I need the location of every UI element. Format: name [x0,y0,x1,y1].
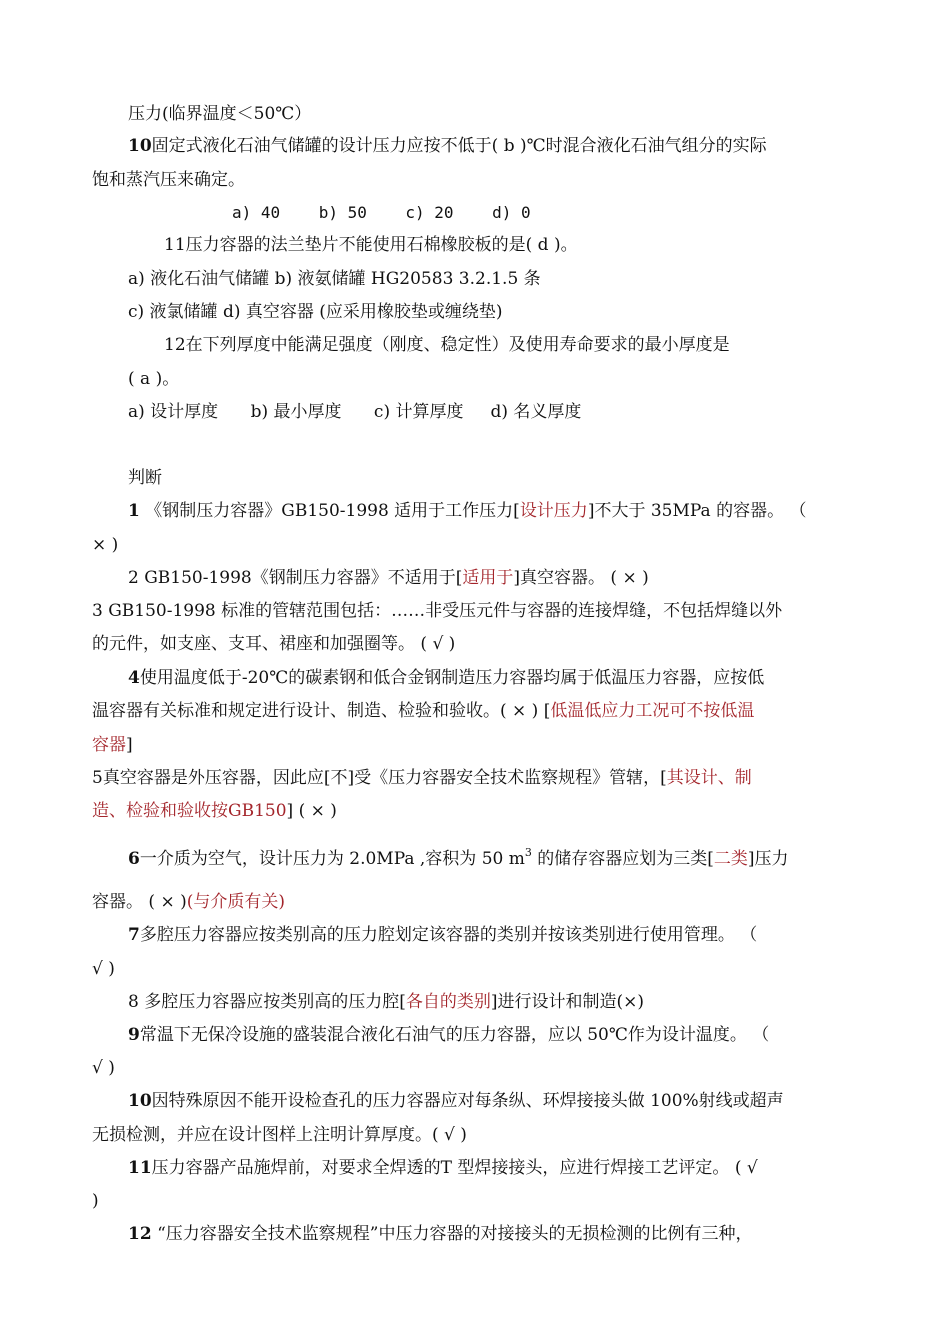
tf-item-9-line-1: 9常温下无保冷设施的盛装混合液化石油气的压力容器，应以 50℃作为设计温度。 （ [128,1025,770,1045]
tf-item-3-line-2: 的元件，如支座、支耳、裙座和加强圈等。 ( √ ) [92,634,456,654]
tf-item-4-correction: 低温低应力工况可不按低温 [550,701,755,721]
tf-item-5-line-2: 造、检验和验收按GB150] ( × ) [92,801,337,821]
tf-item-2-correction: 适用于 [462,568,514,588]
tf-item-8: 8 多腔压力容器应按类别高的压力腔[各自的类别]进行设计和制造(×) [128,992,645,1012]
tf-item-4-line-2: 温容器有关标准和规定进行设计、制造、检验和验收。( × ) [低温低应力工况可不按低温 [92,701,755,721]
tf-item-8-correction: 各自的类别 [405,992,491,1012]
tf-item-7-line-2: √ ) [92,959,115,979]
q12-line-1: 12在下列厚度中能满足强度（刚度、稳定性）及使用寿命要求的最小厚度是 [164,335,730,355]
tf-item-11-line-2: ) [92,1191,99,1211]
tf-item-1-line-2: × ) [92,535,119,555]
tf-item-1-line-1: 1 《钢制压力容器》GB150-1998 适用于工作压力[设计压力]不大于 35MPa 的容器。 （ [128,501,807,521]
tf-item-6-line-2: 容器。 ( × )(与介质有关) [92,892,285,912]
tf-item-11-line-1: 11压力容器产品施焊前，对要求全焊透的T 型焊接接头，应进行焊接工艺评定。 ( √ [128,1158,758,1178]
q10-line-1: 10固定式液化石油气储罐的设计压力应按不低于( b )℃时混合液化石油气组分的实际 [128,136,767,156]
tf-item-4-line-3: 容器] [92,735,133,755]
tf-heading: 判断 [128,468,162,488]
tf-item-6-correction: 二类 [713,849,748,869]
q10-number: 10 [128,136,152,156]
tf-item-3-line-1: 3 GB150-1998 标准的管辖范围包括：……非受压元件与容器的连接焊缝，不包括焊缝以外 [92,601,783,621]
q12-line-2: ( a )。 [128,369,180,389]
q10-options: a) 40 b) 50 c) 20 d) 0 [232,203,531,222]
tf-item-10-line-2: 无损检测，并应在设计图样上注明计算厚度。( √ ) [92,1125,467,1145]
tf-item-9-line-2: √ ) [92,1058,115,1078]
tf-item-2: 2 GB150-1998《钢制压力容器》不适用于[适用于]真空容器。 ( × ) [128,568,649,588]
tf-item-5-line-1: 5真空容器是外压容器，因此应[不]受《压力容器安全技术监察规程》管辖，[其设计、制 [92,768,752,788]
tf-item-1-correction: 设计压力 [519,501,588,521]
q12-options: a) 设计厚度 b) 最小厚度 c) 计算厚度 d) 名义厚度 [128,402,582,422]
mc-line-pressure: 压力(临界温度＜50℃） [128,104,312,124]
tf-item-12-line-1: 12 “压力容器安全技术监察规程”中压力容器的对接接头的无损检测的比例有三种， [128,1224,753,1244]
tf-item-5-correction: 其设计、制 [666,768,752,788]
q11-options-cd: c) 液氯储罐 d) 真空容器 (应采用橡胶垫或缠绕垫) [128,302,503,322]
tf-item-4-line-1: 4使用温度低于-20℃的碳素钢和低合金钢制造压力容器均属于低温压力容器，应按低 [128,668,765,688]
q10-line-2: 饱和蒸汽压来确定。 [92,170,245,190]
q11-options-ab: a) 液化石油气储罐 b) 液氨储罐 HG20583 3.2.1.5 条 [128,269,541,289]
q11-line: 11压力容器的法兰垫片不能使用石棉橡胶板的是( d )。 [164,235,578,255]
tf-item-7-line-1: 7多腔压力容器应按类别高的压力腔划定该容器的类别并按该类别进行使用管理。 （ [128,925,758,945]
tf-item-10-line-1: 10因特殊原因不能开设检查孔的压力容器应对每条纵、环焊接接头做 100%射线或超声 [128,1091,784,1111]
tf-item-6-note: (与介质有关) [186,892,285,912]
tf-item-6-line-1: 6一介质为空气，设计压力为 2.0MPa ,容积为 50 $m^3$ 的储存容器应划为三类[二类]压力 [128,846,789,869]
